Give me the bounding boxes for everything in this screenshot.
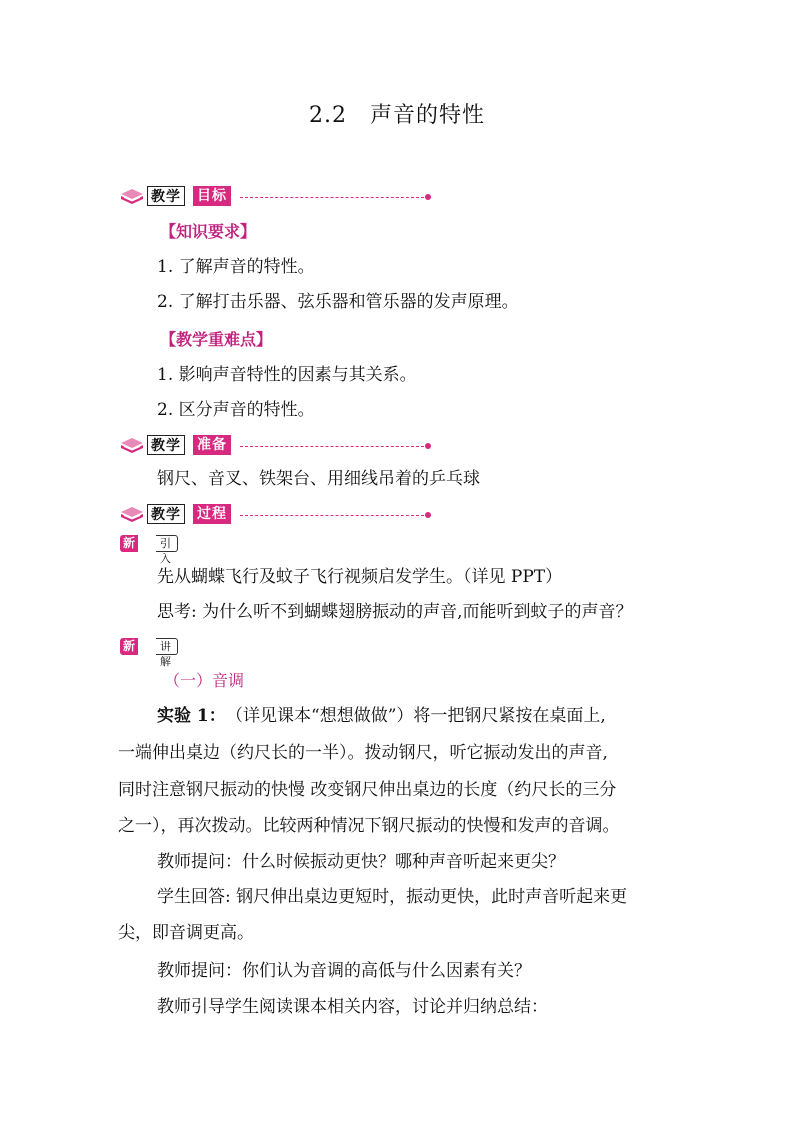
section-label-left: 教学 [147,504,185,524]
intro-tag-label: 新课 [120,535,138,552]
experiment-line: （详见课本“想想做做”）将一把钢尺紧按在桌面上, [226,706,606,726]
experiment-line: 同时注意钢尺振动的快慢 改变钢尺伸出桌边的长度（约尺长的三分 [118,780,617,800]
lecture-tag-label: 新课 [120,638,138,655]
section-divider-dot [425,194,431,200]
experiment-line: 之一），再次拨动。比较两种情况下钢尺振动的快慢和发声的音调。 [118,816,620,836]
qa-line: 教师提问：什么时候振动更快？哪种声音听起来更尖？ [157,852,565,872]
section-divider [240,197,424,198]
section-divider-dot [425,512,431,518]
section-divider-dot [425,443,431,449]
section-label-right: 过程 [193,504,231,524]
qa-line: 学生回答: 钢尺伸出桌边更短时，振动更快，此时声音听起来更 [157,887,628,907]
sub-heading-pitch: （一）音调 [164,671,245,690]
lecture-tag-suffix: 讲解 [156,638,178,655]
prep-materials: 钢尺、音叉、铁架台、用细线吊着的乒乓球 [157,469,480,489]
knowledge-item: 2. 了解打击乐器、弦乐器和管乐器的发声原理。 [157,292,519,312]
key-point-item: 2. 区分声音的特性。 [157,400,315,420]
key-points-heading: 【教学重难点】 [160,330,273,349]
page-title: 2.2 声音的特性 [309,103,485,128]
knowledge-item: 1. 了解声音的特性。 [157,257,315,277]
section-header-goals [120,186,432,206]
knowledge-heading: 【知识要求】 [160,222,257,241]
qa-line: 尖，即音调更高。 [118,923,254,943]
intro-line: 思考: 为什么听不到蝴蝶翅膀振动的声音,而能听到蚊子的声音？ [157,602,633,622]
experiment-line: 一端伸出桌边（约尺长的一半）。拨动钢尺，听它振动发出的声音, [118,743,608,763]
intro-line: 先从蝴蝶飞行及蚊子飞行视频启发学生。（详见 PPT） [157,567,563,587]
book-icon [120,437,144,453]
section-label-left: 教学 [147,435,185,455]
book-icon [120,506,144,522]
section-header-process [120,504,432,524]
section-header-prep [120,435,432,455]
section-divider [240,515,424,516]
qa-line: 教师提问：你们认为音调的高低与什么因素有关？ [157,961,531,981]
section-label-left: 教学 [147,186,185,206]
book-icon [120,188,144,204]
experiment-label: 实验 1： [157,706,226,726]
section-label-right: 准备 [193,435,231,455]
section-label-right: 目标 [193,186,231,206]
qa-line: 教师引导学生阅读课本相关内容，讨论并归纳总结： [157,997,548,1017]
key-point-item: 1. 影响声音特性的因素与其关系。 [157,365,417,385]
intro-tag-suffix: 引入 [156,535,178,552]
section-divider [240,446,424,447]
